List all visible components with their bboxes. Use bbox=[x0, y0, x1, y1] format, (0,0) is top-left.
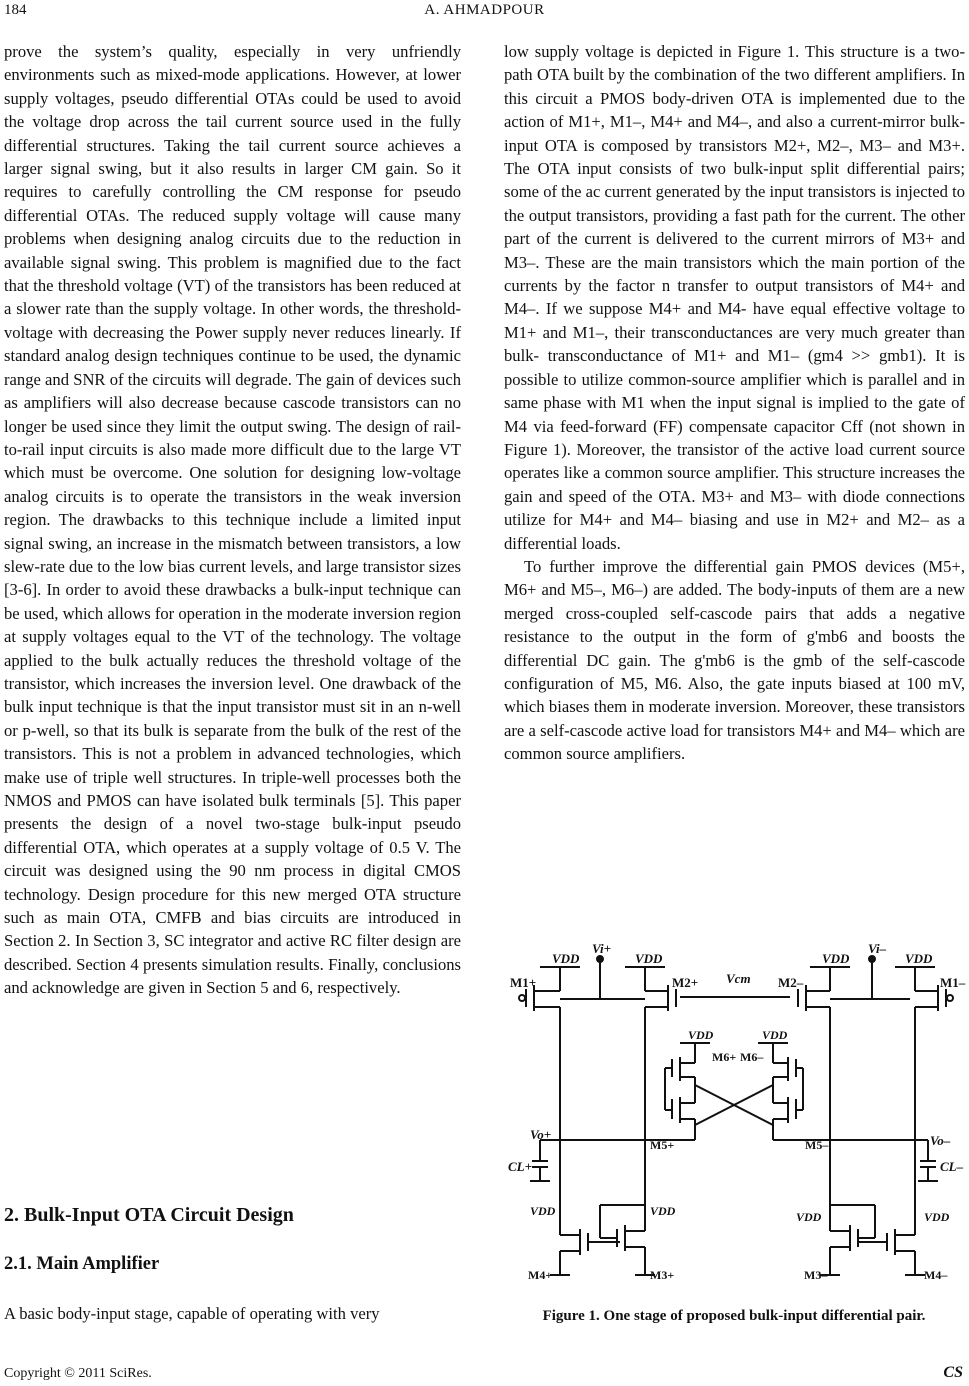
journal-abbreviation: CS bbox=[943, 1364, 963, 1381]
page-number: 184 bbox=[4, 2, 27, 18]
vo-plus-label: Vo+ bbox=[530, 1127, 552, 1142]
vo-minus-label: Vo– bbox=[930, 1133, 951, 1148]
m1-minus-label: M1– bbox=[940, 975, 966, 990]
m5-minus-label: M5– bbox=[805, 1138, 829, 1152]
cl-plus-label: CL+ bbox=[508, 1159, 533, 1174]
paragraph: low supply voltage is depicted in Figure 1. This structure is a two-path OTA built by the combination of the two different amplifiers. In this circuit a PMOS body-driven OTA is implemented due to the action of M1+, M1–, M4+ and M4–, and also a current-mirror bulk-input OTA is composed by transistors M2+, M2–, M3– and M3+. The OTA input consists of two bulk-input split differential pairs; some of the ac current generated by the input transistors is injected to the output transistors, providing a fast path for the current. The other part of the current is delivered to the current mirrors of M3+ and M3–. These are the main transistors which the main portion of the currents by the factor n transfer to output transistors of M4+ and M4–. If we suppose M4+ and M4- have equal effective voltage to M1+ and M1–, their transconductances are very much greater than bulk- transconductance of M1+ and M1– (gm4 >> gmb1). It is possible to utilize common-source amplifier which is parallel and in same phase with M1 when the input signal is implied to the gate of M4 via feed-forward (FF) compensate capacitor Cff (not shown in Figure 1). Moreover, the transistor of the active load current source operates like a common source amplifier. This structure increases the gain and speed of the OTA. M3+ and M3– with diode connections utilize for M4+ and M4– biasing and use in M2+ and M2– as a differential loads. bbox=[504, 42, 965, 553]
m6-minus-label: M6– bbox=[740, 1050, 764, 1064]
vdd-label: VDD bbox=[688, 1028, 714, 1042]
section-heading: 2. Bulk-Input OTA Circuit Design bbox=[4, 1204, 294, 1226]
m4-minus-label: M4– bbox=[924, 1268, 948, 1282]
m1-plus-label: M1+ bbox=[510, 975, 537, 990]
vdd-label: VDD bbox=[822, 951, 850, 966]
left-column bbox=[4, 40, 461, 1000]
vdd-label: VDD bbox=[905, 951, 933, 966]
vdd-label: VDD bbox=[650, 1204, 676, 1218]
figure-caption: Figure 1. One stage of proposed bulk-input differential pair. bbox=[542, 1308, 926, 1324]
m4-plus-label: M4+ bbox=[528, 1268, 553, 1282]
vdd-label: VDD bbox=[762, 1028, 788, 1042]
running-header-author: A. AHMADPOUR bbox=[424, 2, 545, 18]
m2-plus-label: M2+ bbox=[672, 975, 699, 990]
right-column bbox=[504, 40, 965, 766]
vdd-label: VDD bbox=[924, 1210, 950, 1224]
m2-minus-label: M2– bbox=[778, 975, 804, 990]
copyright-footer: Copyright © 2011 SciRes. bbox=[4, 1366, 152, 1381]
vdd-label: VDD bbox=[530, 1204, 556, 1218]
vi-minus-label: Vi– bbox=[868, 941, 887, 956]
vcm-label: Vcm bbox=[726, 971, 751, 986]
cl-minus-label: CL– bbox=[940, 1159, 964, 1174]
m5-plus-label: M5+ bbox=[650, 1138, 675, 1152]
m6-plus-label: M6+ bbox=[712, 1050, 737, 1064]
circuit-schematic bbox=[500, 935, 968, 1303]
vi-plus-label: Vi+ bbox=[592, 941, 611, 956]
paragraph: prove the system’s quality, especially in very unfriendly environments such as mixed-mode applications. However, at lower supply voltages, pseudo differential OTAs could be used to avoid the voltage drop across the tail current source used in the fully differential structures. Taking the tail current source achieves a larger signal swing, but it also results in larger CM gain. So it requires to carefully controlling the CM response for pseudo differential OTAs. The reduced supply voltage will cause many problems when designing analog circuits due to the reduction in available signal swing. This problem is magnified due to the fact that the threshold voltage (VT) of the transistors has been reduced at a slower rate than the supply voltage. In other words, the threshold-voltage with decreasing the Power supply never reduces linearly. If standard analog design techniques continue to be used, the dynamic range and SNR of the circuits will degrade. The gain of devices such as amplifiers will also decrease because cascode transistors can no longer be used since they limit the output swing. The design of rail-to-rail input circuits is also made more difficult due to the large VT which must be overcome. One solution for designing low-voltage analog circuits is to operate the transistors in the weak inversion region. The drawbacks to this technique include a limited input signal swing, an increase in the mismatch between transistors, a low slew-rate due to the low bias current levels, and large transistor sizes [3-6]. In order to avoid these drawbacks a bulk-input technique can be used, which allows for operation in the moderate inversion region at supply voltages equal to the VT of the technology. The voltage applied to the bulk actually reduces the threshold voltage of the transistor, which increases the inversion level. One drawback of the bulk input technique is that the input transistor must sit in an n-well or p-well, so that its bulk is separate from the bulk of the rest of the transistors. This is not a problem in advanced technologies, which make use of triple well structures. In triple-well processes both the NMOS and PMOS can have isolated bulk terminals [5]. This paper presents the design of a novel two-stage bulk-input pseudo differential OTA, which operates at a supply voltage of 0.5 V. The circuit was designed using the 90 nm process in digital CMOS technology. Design procedure for this new merged OTA structure such as main OTA, CMFB and bias circuits are introduced in Section 2. In Section 3, SC integrator and active RC filter design are described. Section 4 presents simulation results. Finally, conclusions and acknowledge are given in Section 5 and 6, respectively. bbox=[4, 42, 461, 998]
subsection-heading: 2.1. Main Amplifier bbox=[4, 1254, 160, 1274]
vdd-label: VDD bbox=[635, 951, 663, 966]
vdd-label: VDD bbox=[552, 951, 580, 966]
paragraph: To further improve the differential gain PMOS devices (M5+, M6+ and M5–, M6–) are added. The body-inputs of them are a new merged cross-coupled self-cascode pairs that adds a negative resistance to the output in the form of g'mb6 and boosts the differential DC gain. The g'mb6 is the gmb of the self-cascode configuration of M5, M6. Also, the gate inputs biased at 100 mV, which biases them in moderate inversion. Moreover, these transistors are a self-cascode active load for transistors M4+ and M4– which are common source amplifiers. bbox=[504, 556, 965, 764]
m3-plus-label: M3+ bbox=[650, 1268, 675, 1282]
vdd-label: VDD bbox=[796, 1210, 822, 1224]
m3-minus-label: M3– bbox=[804, 1268, 828, 1282]
paragraph: A basic body-input stage, capable of operating with very bbox=[4, 1304, 380, 1323]
